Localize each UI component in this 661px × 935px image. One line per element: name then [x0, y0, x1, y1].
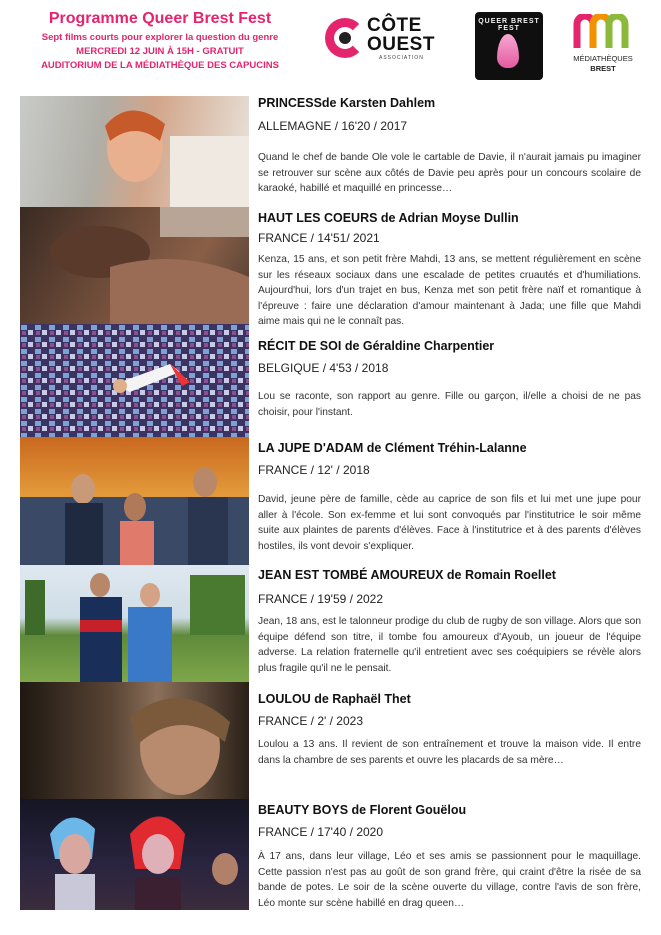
film-still-princess	[20, 96, 249, 207]
event-venue: AUDITORIUM DE LA MÉDIATHÈQUE DES CAPUCINS	[41, 60, 279, 71]
film-meta: FRANCE / 19'59 / 2022	[258, 592, 384, 606]
film-still-la-jupe-dadam	[20, 437, 249, 565]
film-title: LOULOU de Raphaël Thet	[258, 692, 411, 706]
subtitle: Sept films courts pour explorer la question du genre	[41, 32, 279, 43]
header	[0, 0, 661, 92]
cote-ouest-logo: CÔTE OUEST ASSOCIATION	[325, 14, 447, 72]
film-description: Jean, 18 ans, est le talonneur prodige du club de rugby de son village. Alors que son équipe défend son titre, il tombe fou amoureux d'Ayoub, un joueur de l'équipe adverse. La relation fraternelle qu'il entretient avec ses coéquipiers se révèle alors plus fragile qu'il ne le pensait.	[258, 616, 641, 674]
film-meta: FRANCE / 2' / 2023	[258, 714, 363, 728]
event-date: MERCREDI 12 JUIN À 15H - GRATUIT	[76, 46, 244, 57]
film-title: LA JUPE D'ADAM de Clément Tréhin-Lalanne	[258, 441, 527, 455]
film-title: RÉCIT DE SOI de Géraldine Charpentier	[258, 339, 495, 353]
film-still-beauty-boys	[20, 799, 249, 910]
film-meta: FRANCE / 12' / 2018	[258, 463, 370, 477]
film-meta: ALLEMAGNE / 16'20 / 2017	[258, 119, 408, 133]
film-title: BEAUTY BOYS de Florent Gouëlou	[258, 803, 467, 817]
film-still-jean-est-tombe-amoureux	[20, 565, 249, 682]
film-still-loulou	[20, 682, 249, 799]
film-meta: BELGIQUE / 4'53 / 2018	[258, 361, 389, 375]
film-description: Lou se raconte, son rapport au genre. Fille ou garçon, il/elle a choisi de ne pas choisir, pour l'instant.	[258, 391, 641, 418]
film-description: David, jeune père de famille, cède au caprice de son fils et lui met une jupe pour aller à l'école. Son ex-femme et lui sont convoqués par l'institutrice le soir même suite aux plaintes de parents d'élèves. Face à l'institutrice et à des parents d'élèves hostiles, ils vont devoir s'expliquer.	[258, 494, 641, 552]
queer-brest-fest-logo: QUEER BREST FEST	[475, 12, 543, 80]
film-meta: FRANCE / 17'40 / 2020	[258, 825, 384, 839]
film-title: JEAN EST TOMBÉ AMOUREUX de Romain Roellet	[258, 568, 556, 582]
film-description: Kenza, 15 ans, et son petit frère Mahdi, 13 ans, se mettent régulièrement en scène sur les réseaux sociaux dans une escalade de petites cruautés et d'humiliations. Aujourd'hui, lors d'un trajet en bus, Kenza met son petit frère naïf et romantique à l'épreuve : faire une déclaration d'amour maintenant à Jada; une fille que Mahdi aime mais qui ne le connaît pas.	[258, 254, 641, 327]
film-description: Loulou a 13 ans. Il revient de son entraînement et trouve la maison vide. Il entre dans la chambre de ses parents et ouvre les placards de sa mère…	[258, 739, 641, 766]
film-title: HAUT LES COEURS de Adrian Moyse Dullin	[258, 211, 519, 225]
film-meta: FRANCE / 14'51/ 2021	[258, 231, 380, 245]
mediatheques-m-icon	[573, 14, 633, 50]
film-description: À 17 ans, dans leur village, Léo et ses amis se passionnent pour le maquillage. Cette passion n'est pas au goût de son grand frère, qui craint d'être la risée de sa bande de potes. Le soir de la scène ouverte du village, contre l'avis de son frère, Léo monte sur scène habillé en drag queen…	[258, 851, 641, 909]
film-title: PRINCESSde Karsten Dahlem	[258, 96, 436, 110]
film-still-haut-les-coeurs	[20, 207, 249, 324]
page-title: Programme Queer Brest Fest	[48, 10, 272, 27]
film-still-recit-de-soi	[20, 324, 249, 437]
mediatheques-logo: MÉDIATHÈQUES BREST	[565, 12, 655, 82]
flame-icon	[497, 34, 519, 68]
film-description: Quand le chef de bande Ole vole le cartable de Davie, il n'aurait jamais pu imaginer se retrouver sur scène aux côtés de Davie peu après pour un concours scolaire de karaoké, habillé et maquillé en princesse…	[258, 152, 641, 194]
